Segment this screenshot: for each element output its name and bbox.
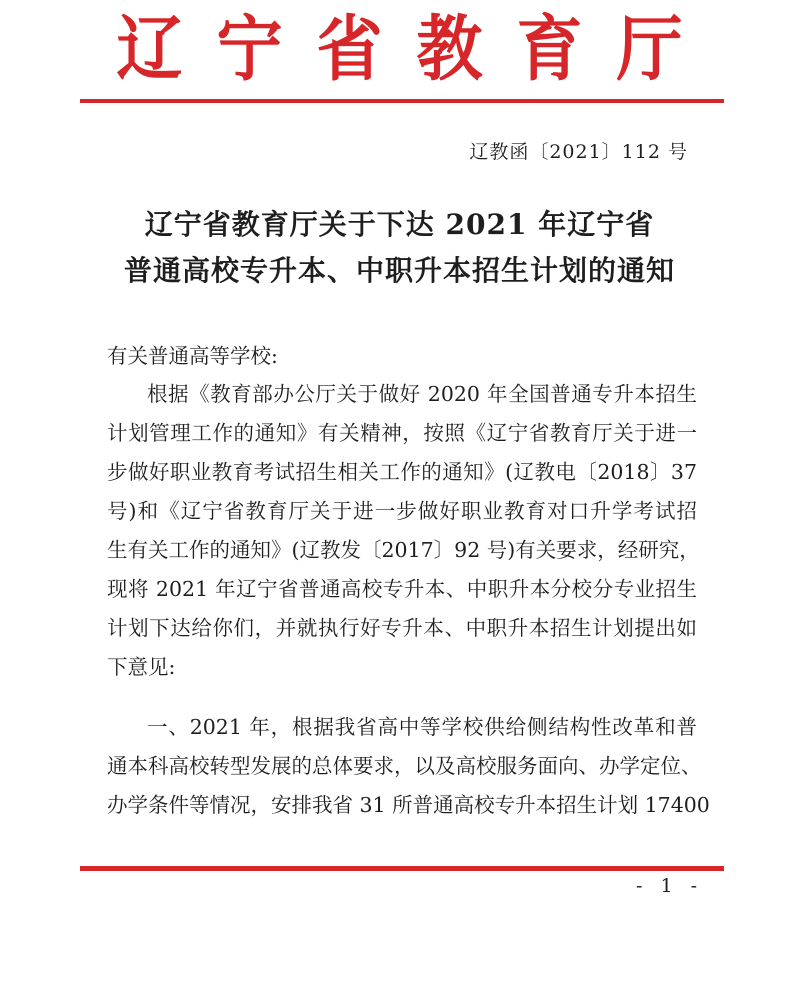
body-line: 号)和《辽宁省教育厅关于进一步做好职业教育对口升学考试招 xyxy=(107,499,697,523)
body-line: 计划下达给你们，并就执行好专升本、中职升本招生计划提出如 xyxy=(107,616,697,640)
masthead-red-rule xyxy=(80,99,724,103)
footer-red-rule xyxy=(80,866,724,871)
body-line: 生有关工作的通知》(辽教发〔2017〕92 号)有关要求，经研究， xyxy=(107,538,700,562)
body-line: 现将 2021 年辽宁省普通高校专升本、中职升本分校分专业招生 xyxy=(107,577,697,601)
title-line-1: 辽宁省教育厅关于下达 2021 年辽宁省 xyxy=(144,208,655,241)
body-line: 计划管理工作的通知》有关精神，按照《辽宁省教育厅关于进一 xyxy=(107,421,697,445)
masthead-title: 辽宁省教育厅 xyxy=(116,6,717,91)
body-line: 下意见: xyxy=(107,655,176,679)
title-line-2: 普通高校专升本、中职升本招生计划的通知 xyxy=(123,254,675,287)
page-number: - 1 - xyxy=(635,875,703,897)
salutation: 有关普通高等学校: xyxy=(107,344,278,368)
body-line: 一、2021 年，根据我省高中等学校供给侧结构性改革和普 xyxy=(147,715,697,739)
masthead xyxy=(0,6,799,91)
body-line: 根据《教育部办公厅关于做好 2020 年全国普通专升本招生 xyxy=(147,382,697,406)
body-line: 步做好职业教育考试招生相关工作的通知》(辽教电〔2018〕37 xyxy=(107,460,697,484)
document-number: 辽教函〔2021〕112 号 xyxy=(469,141,688,163)
body-line: 办学条件等情况，安排我省 31 所普通高校专升本招生计划 17400 xyxy=(107,793,710,817)
body-line: 通本科高校转型发展的总体要求，以及高校服务面向、办学定位、 xyxy=(107,754,702,778)
